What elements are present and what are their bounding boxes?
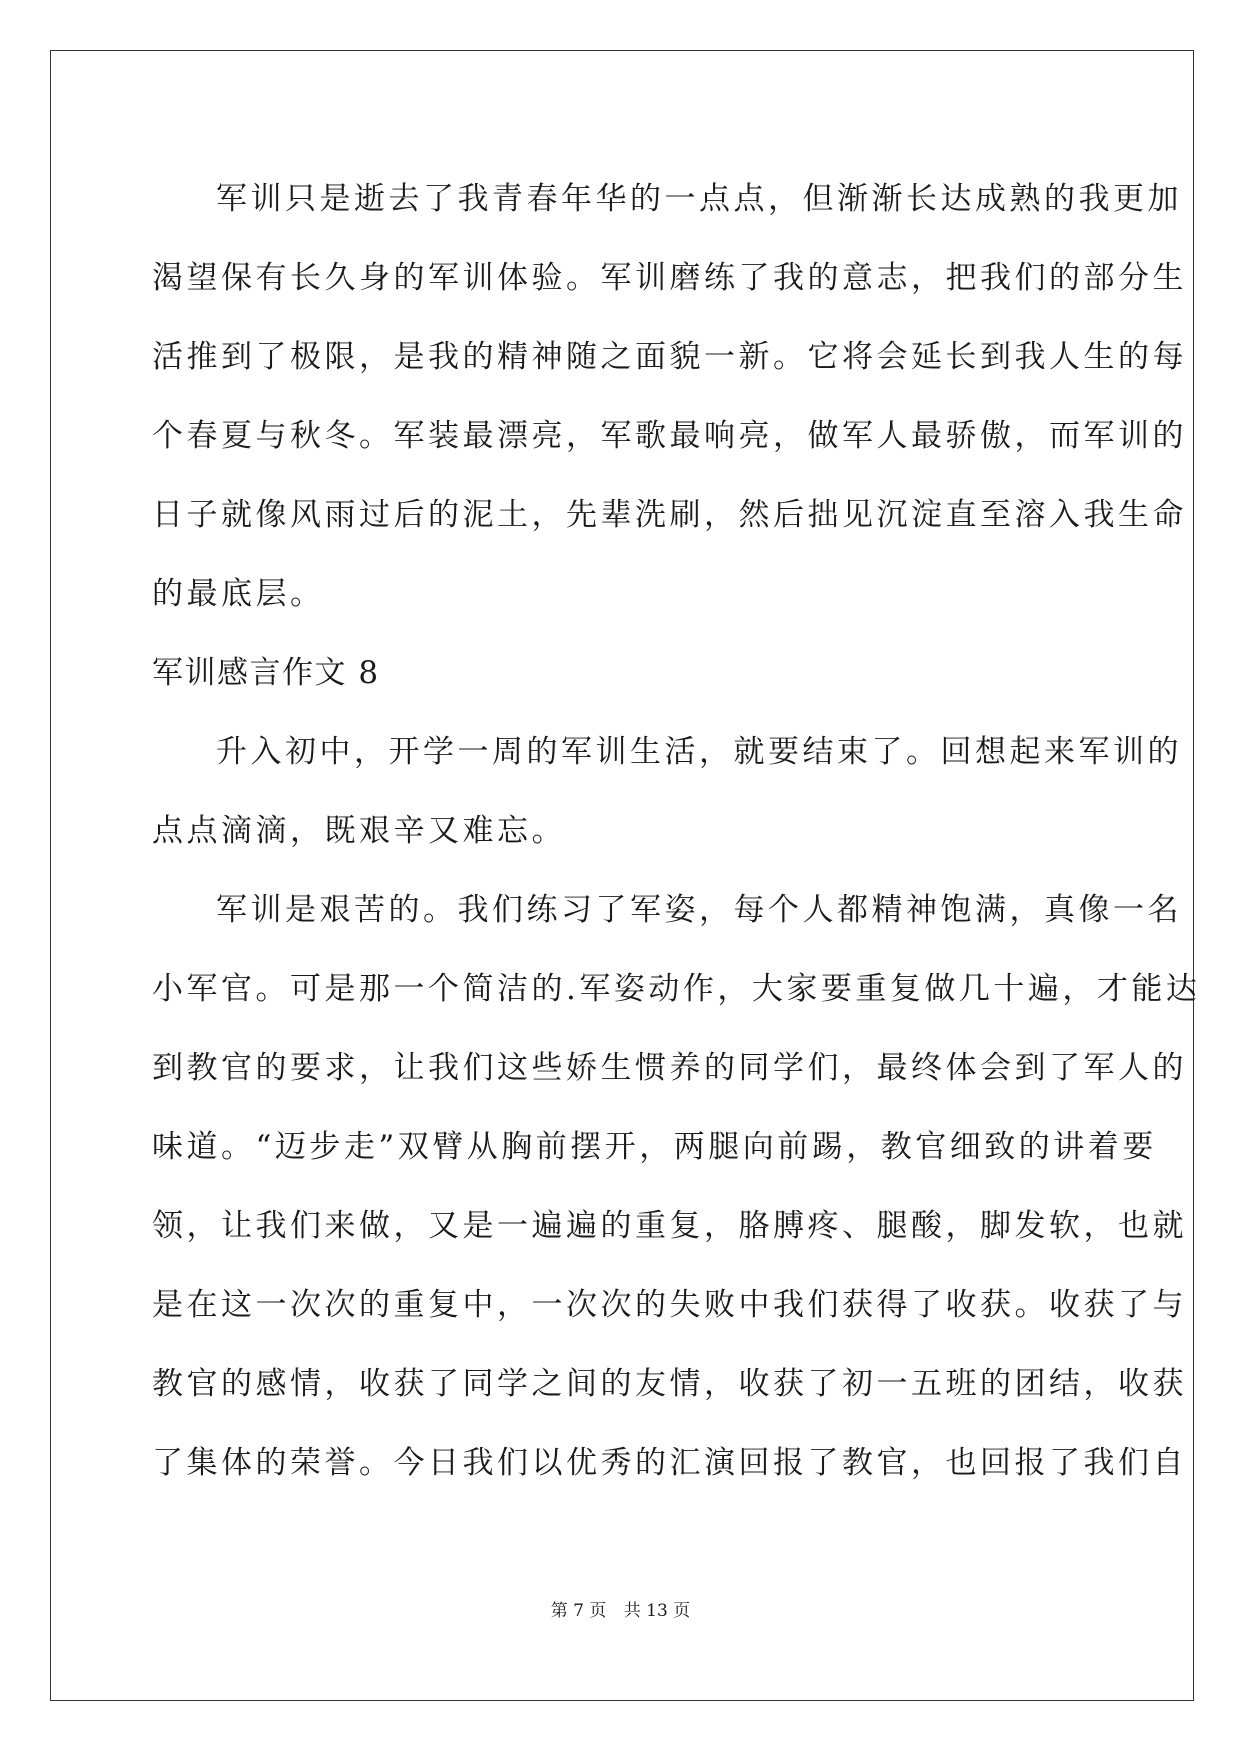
page-footer <box>0 1596 1241 1621</box>
text-line: 味道。“迈步走”双臂从胸前摆开，两腿向前踢，教官细致的讲着要 <box>152 1129 1157 1165</box>
text-line: 小军官。可是那一个简洁的.军姿动作，大家要重复做几十遍，才能达 <box>152 971 1201 1007</box>
text-line: 点点滴滴，既艰辛又难忘。 <box>152 813 566 849</box>
section-heading: 军训感言作文 8 <box>152 655 380 691</box>
text-line: 活推到了极限，是我的精神随之面貌一新。它将会延长到我人生的每 <box>152 339 1187 375</box>
page-total: 共 13 页 <box>623 1601 691 1621</box>
text-line: 领，让我们来做，又是一遍遍的重复，胳膊疼、腿酸，脚发软，也就 <box>152 1208 1187 1244</box>
text-line: 军训只是逝去了我青春年华的一点点，但渐渐长达成熟的我更加 <box>216 181 1182 217</box>
text-line: 军训是艰苦的。我们练习了军姿，每个人都精神饱满，真像一名 <box>216 892 1182 928</box>
text-line: 的最底层。 <box>152 576 325 612</box>
document-body <box>152 160 1201 1503</box>
page-number: 第 7 页 <box>550 1601 607 1621</box>
text-line: 了集体的荣誉。今日我们以优秀的汇演回报了教官，也回报了我们自 <box>152 1445 1187 1481</box>
text-line: 到教官的要求，让我们这些娇生惯养的同学们，最终体会到了军人的 <box>152 1050 1187 1086</box>
text-line: 升入初中，开学一周的军训生活，就要结束了。回想起来军训的 <box>216 734 1182 770</box>
text-line: 个春夏与秋冬。军装最漂亮，军歌最响亮，做军人最骄傲，而军训的 <box>152 418 1187 454</box>
text-line: 渴望保有长久身的军训体验。军训磨练了我的意志，把我们的部分生 <box>152 260 1187 296</box>
text-line: 教官的感情，收获了同学之间的友情，收获了初一五班的团结，收获 <box>152 1366 1187 1402</box>
text-line: 是在这一次次的重复中，一次次的失败中我们获得了收获。收获了与 <box>152 1287 1187 1323</box>
text-line: 日子就像风雨过后的泥土，先辈洗刷，然后拙见沉淀直至溶入我生命 <box>152 497 1187 533</box>
